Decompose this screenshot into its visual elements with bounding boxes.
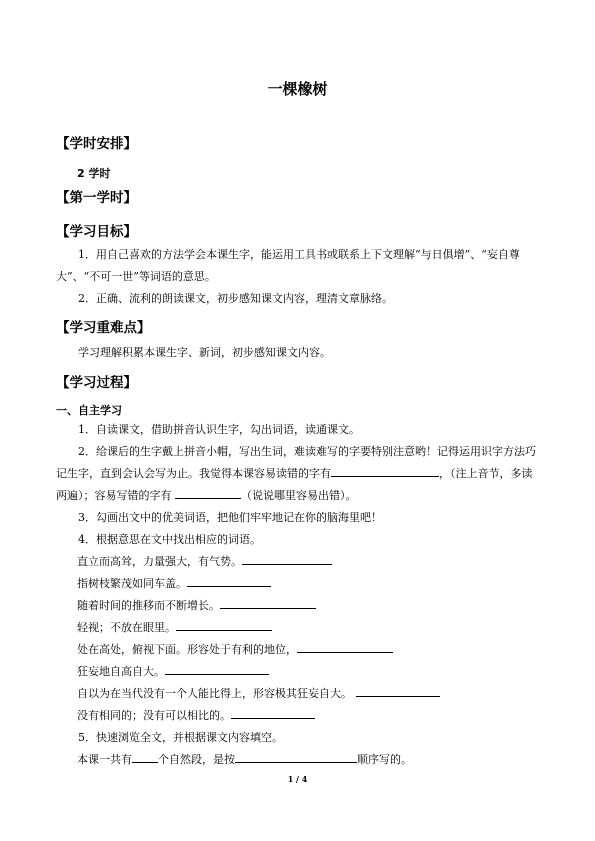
definition-row: [77, 573, 271, 595]
blank-miswritten-chars[interactable]: [175, 486, 241, 499]
hours-label: 2 学时: [77, 167, 111, 180]
answer-blank[interactable]: [220, 596, 316, 609]
goal-2: 2．正确、流利的朗读课文，初步感知课文内容，理清文章脉络。: [78, 292, 393, 305]
answer-blank[interactable]: [187, 574, 271, 587]
definition-text: 随着时间的推移而不断增长。: [77, 599, 220, 612]
document-title: 一棵橡树: [267, 80, 328, 98]
item-3: 3．勾画出文中的优美词语，把他们牢牢地记在你的脑海里吧！: [78, 511, 382, 524]
answer-blank[interactable]: [165, 662, 269, 675]
definition-text: 指树枝繁茂如同车盖。: [77, 577, 187, 590]
self-study-heading: 一、自主学习: [56, 404, 122, 417]
definition-row: [77, 661, 269, 683]
heading-schedule: 【学时安排】: [56, 136, 137, 152]
answer-blank[interactable]: [176, 618, 272, 631]
page-number: 1 / 4: [287, 774, 308, 784]
item-2-text-c: （说说哪里容易出错）。: [241, 489, 357, 502]
answer-blank[interactable]: [356, 684, 440, 697]
answer-blank[interactable]: [297, 640, 393, 653]
definition-text: 狂妄地自高自大。: [77, 665, 165, 678]
heading-process: 【学习过程】: [56, 375, 137, 391]
heading-difficulties: 【学习重难点】: [56, 320, 151, 336]
difficulty-text: 学习理解积累本课生字、新词，初步感知课文内容。: [78, 346, 331, 359]
item-5-fill-row: [77, 749, 412, 771]
definition-row: [77, 705, 315, 727]
definition-text: 直立而高耸，力量强大，有气势。: [77, 555, 242, 568]
item-5-text-b: 个自然段，是按: [158, 753, 235, 766]
heading-first-period: 【第一学时】: [56, 190, 137, 206]
definition-text: 自以为在当代没有一个人能比得上，形容极其狂妄自大。: [77, 687, 352, 700]
blank-paragraph-count[interactable]: [132, 750, 158, 763]
item-5-text-c: 顺序写的。: [357, 753, 412, 766]
answer-blank[interactable]: [231, 706, 315, 719]
definition-row: [77, 595, 316, 617]
item-4: 4．根据意思在文中找出相应的词语。: [78, 533, 261, 546]
answer-blank[interactable]: [242, 552, 332, 565]
definition-text: 处在高处，俯视下面。形容处于有利的地位，: [77, 643, 297, 656]
item-2-text-b: ，（注上音节，多读两遍）；容易写错的字有: [56, 467, 533, 502]
definition-text: 轻视；不放在眼里。: [77, 621, 176, 634]
blank-order[interactable]: [235, 750, 357, 763]
definition-row: [77, 551, 332, 573]
definition-text: 没有相同的；没有可以相比的。: [77, 709, 231, 722]
item-5: 5．快速浏览全文，并根据课文内容填空。: [78, 731, 283, 744]
goal-1: 1．用自己喜欢的方法学会本课生字，能运用工具书或联系上下文理解“与日俱增”、“妄自尊大”、“不可一世”等词语的意思。: [56, 248, 520, 283]
definition-row: [77, 617, 272, 639]
definition-row: [77, 639, 393, 661]
heading-goals: 【学习目标】: [56, 224, 137, 240]
item-2-text-a: 2．给课后的生字戴上拼音小帽，写出生词，难读难写的字要特别注意哟！记得运用识字方法巧记生字，直到会认会写为止。我觉得本课容易读错的字有: [56, 445, 536, 480]
item-2: [56, 441, 536, 507]
item-1: 1．自读课文，借助拼音认识生字，勾出词语，读通课文。: [78, 423, 360, 436]
item-5-text-a: 本课一共有: [77, 753, 132, 766]
definition-row: [77, 683, 440, 705]
blank-misread-chars[interactable]: [331, 464, 439, 477]
